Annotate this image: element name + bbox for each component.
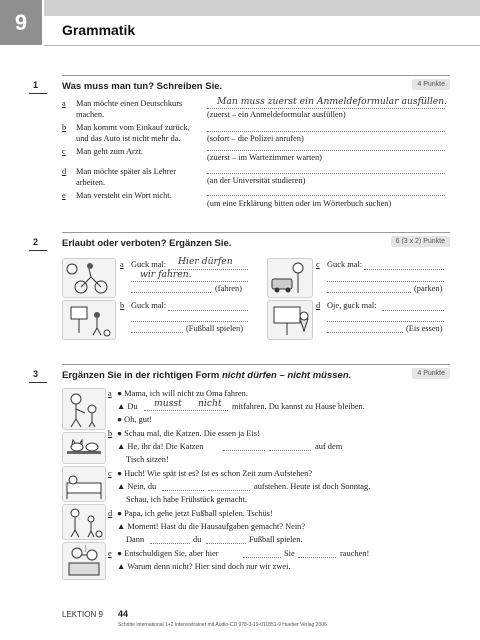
s2-c-prefix: Guck mal: (327, 260, 363, 269)
s1-letter-a: a (62, 99, 66, 108)
s3-letter-e: e (108, 549, 112, 558)
football-players-icon (63, 301, 115, 339)
s2-a-line2 (131, 281, 248, 282)
s3-c1: ● Huch! Wie spät ist es? Ist es schon Zeit zum Aufstehen? (117, 469, 313, 478)
s3-b-gap1[interactable] (223, 450, 265, 451)
s3-a2-hw1: musst (154, 398, 182, 409)
s2-b-hint: (Fußball spielen) (186, 324, 243, 333)
section-3-number: 3 (33, 369, 39, 379)
section-2-title: Erlaubt oder verboten? Ergänzen Sie. (62, 238, 232, 249)
s1-a-answer-line (207, 108, 445, 109)
s1-a-answer: Man muss zuerst ein Anmeldeformular ausfüllen. (217, 96, 448, 107)
s2-b-line2[interactable] (131, 321, 248, 322)
page-title: Grammatik (62, 22, 136, 38)
s3-d-gap2[interactable] (206, 543, 246, 544)
s1-b-line1: Man kommt vom Einkauf zurück, (76, 123, 190, 132)
cat-icon (63, 433, 105, 463)
s1-e-answer-line[interactable] (207, 195, 445, 196)
bed-illustration (62, 466, 106, 502)
section-2-points: 6 (3 x 2) Punkte (391, 236, 450, 247)
footer-page-number: 44 (118, 609, 129, 619)
s3-a2-hw2: nicht (198, 398, 222, 409)
s1-d-line2: arbeiten. (76, 178, 106, 187)
s2-letter-c: c (316, 260, 320, 269)
s3-d3-mid: du (193, 535, 202, 544)
s3-b2-post: auf dem (315, 442, 343, 451)
section-3-points: 4 Punkte (412, 368, 450, 379)
s2-b-prefix: Guck mal: (131, 301, 167, 310)
s3-letter-d: d (108, 509, 113, 518)
s1-b-line2: und das Auto ist nicht mehr da. (76, 134, 181, 143)
s2-c-line3[interactable] (327, 292, 411, 293)
section-3-title-emphasis: nicht dürfen – nicht müssen. (221, 370, 352, 381)
s3-a1-text: Mama, ich will nicht zu Oma fahren. (124, 389, 248, 398)
s3-letter-a: a (108, 389, 112, 398)
s3-c1-text: Huch! Wie spät ist es? Ist es schon Zeit zum Aufstehen? (124, 469, 313, 478)
s3-d1: ● Papa, ich gehe jetzt Fußball spielen. Tschüs! (117, 509, 273, 518)
s2-c-line1[interactable] (364, 269, 444, 270)
s3-c-gap2[interactable] (208, 490, 250, 491)
s1-e-line1: Man versteht ein Wort nicht. (76, 191, 172, 200)
s3-a2-gap (144, 410, 228, 411)
s3-c-gap1[interactable] (162, 490, 204, 491)
mother-child-illustration (62, 388, 106, 430)
s3-e2: ▲ Warum denn nicht? Hier sind doch nur wir zwei. (117, 562, 291, 571)
s3-c2-pre: Nein, du (127, 482, 157, 491)
s1-d-answer-line[interactable] (207, 173, 445, 174)
football-icon (63, 505, 105, 539)
s3-d2: ▲ Moment! Hast du die Hausaufgaben gemacht? Nein? (117, 522, 306, 531)
section-3-rule (62, 364, 450, 365)
s3-a2: ▲ Du (117, 402, 138, 411)
s1-b-answer-line[interactable] (207, 131, 445, 132)
section-3-title-text: Ergänzen Sie in der richtigen Form (62, 370, 222, 381)
s3-c3: Schau, ich habe Frühstück gemacht. (126, 495, 247, 504)
s1-a-line1: Man möchte einen Deutschkurs (76, 99, 183, 108)
section-1-title: Was muss man tun? Schreiben Sie. (62, 81, 223, 92)
cyclists-icon (63, 259, 115, 297)
s2-d-prefix: Oje, guck mal: (327, 301, 377, 310)
s3-c2: ▲ Nein, du (117, 482, 157, 491)
s2-letter-b: b (120, 301, 125, 310)
smoking-illustration (62, 542, 106, 580)
s3-e1-pre: Entschuldigen Sie, aber hier (124, 549, 219, 558)
s3-b1-text: Schau mal, die Katzen. Die essen ja Eis! (124, 429, 260, 438)
s1-a-hint: (zuerst – ein Anmeldeformular ausfüllen) (207, 110, 346, 119)
sleeping-icon (63, 467, 105, 501)
s3-e-gap1[interactable] (243, 557, 281, 558)
s2-c-hint: (parken) (414, 284, 443, 293)
s2-a-line3 (131, 292, 211, 293)
s2-d-line1[interactable] (382, 310, 444, 311)
footer-credit: Schritte international 1+2 Intensivtrainer mit Audio-CD 978-3-19-011851-9 Hueber Verlag 2006 (118, 622, 327, 628)
s3-e1-mid: Sie (284, 549, 295, 558)
s3-d2-text: Moment! Hast du die Hausaufgaben gemacht? Nein? (127, 522, 306, 531)
s3-e2-text: Warum denn nicht? Hier sind doch nur wir zwei. (127, 562, 291, 571)
s3-d-gap1[interactable] (150, 543, 190, 544)
s3-b2: ▲ He, ihr da! Die Katzen (117, 442, 204, 451)
header-rule (44, 45, 480, 46)
s2-d-line3[interactable] (327, 332, 403, 333)
s1-letter-c: c (62, 147, 66, 156)
s3-letter-b: b (108, 429, 113, 438)
s2-letter-a: a (120, 260, 124, 269)
father-child-illustration (62, 504, 106, 540)
ice-cream-illustration (267, 300, 313, 340)
s3-a3: ● Oh, gut! (117, 415, 153, 424)
s2-letter-d: d (316, 301, 321, 310)
s2-d-hint: (Eis essen) (406, 324, 443, 333)
s3-b-gap2[interactable] (269, 450, 311, 451)
s1-c-line1: Man geht zum Arzt. (76, 147, 143, 156)
section-1-rule (62, 75, 450, 76)
s3-a1: ● Mama, ich will nicht zu Oma fahren. (117, 389, 248, 398)
s3-e1-post: rauchen! (340, 549, 370, 558)
s3-b3: Tisch sitzen! (126, 455, 169, 464)
s1-letter-e: e (62, 191, 66, 200)
s3-e-gap2[interactable] (298, 557, 336, 558)
s2-b-line1[interactable] (168, 310, 248, 311)
footer-lesson: LEKTION 9 (62, 610, 103, 619)
s1-letter-b: b (62, 123, 67, 132)
s3-b2-pre: He, ihr da! Die Katzen (127, 442, 204, 451)
header-bar (44, 0, 480, 16)
s1-e-hint: (um eine Erklärung bitten oder im Wörterbuch suchen) (207, 199, 392, 208)
section-2-rule (62, 232, 450, 233)
chapter-number: 9 (0, 0, 42, 45)
s3-c2-post: aufstehen. Heute ist doch Sonntag. (254, 482, 371, 491)
s3-d1-text: Papa, ich gehe jetzt Fußball spielen. Tschüs! (124, 509, 273, 518)
football-sign-illustration (62, 300, 116, 340)
ice-cream-sign-icon (268, 301, 312, 339)
s2-a-hint: (fahren) (215, 284, 242, 293)
s1-d-line1: Man möchte später als Lehrer (76, 167, 176, 176)
s3-a2-pre: Du (127, 402, 138, 411)
family-icon (63, 389, 105, 429)
s3-d3-post: Fußball spielen. (249, 535, 303, 544)
s2-c-line2[interactable] (327, 281, 444, 282)
section-1-points: 4 Punkte (412, 79, 450, 90)
s3-d3-pre: Dann (126, 535, 145, 544)
s3-e1: ● Entschuldigen Sie, aber hier (117, 549, 219, 558)
cats-on-table-illustration (62, 432, 106, 464)
s2-a-handwriting-2: wir fahren. (140, 269, 192, 280)
smoking-icon (63, 543, 105, 579)
parking-illustration (267, 258, 313, 298)
parking-sign-icon (268, 259, 312, 297)
s3-b1: ● Schau mal, die Katzen. Die essen ja Eis! (117, 429, 260, 438)
s2-a-prefix: Guck mal: (131, 260, 167, 269)
section-1-number: 1 (33, 80, 39, 90)
s1-a-line2: machen. (76, 110, 105, 119)
s1-b-hint: (sofort – die Polizei anrufen) (207, 134, 304, 143)
section-2-number: 2 (33, 237, 39, 247)
s3-letter-c: c (108, 469, 112, 478)
bicycle-sign-illustration (62, 258, 116, 298)
s2-d-line2[interactable] (327, 321, 444, 322)
s2-b-line3[interactable] (131, 332, 183, 333)
s1-c-hint: (zuerst – im Wartezimmer warten) (207, 153, 322, 162)
s3-a2-post: mitfahren. Du kannst zu Hause bleiben. (232, 402, 365, 411)
s2-a-handwriting-1: Hier dürfen (178, 256, 233, 267)
s1-c-answer-line[interactable] (207, 150, 445, 151)
s3-a3-text: Oh, gut! (124, 415, 153, 424)
s1-letter-d: d (62, 167, 67, 176)
section-3-title (62, 370, 351, 381)
s1-d-hint: (an der Universität studieren) (207, 176, 306, 185)
